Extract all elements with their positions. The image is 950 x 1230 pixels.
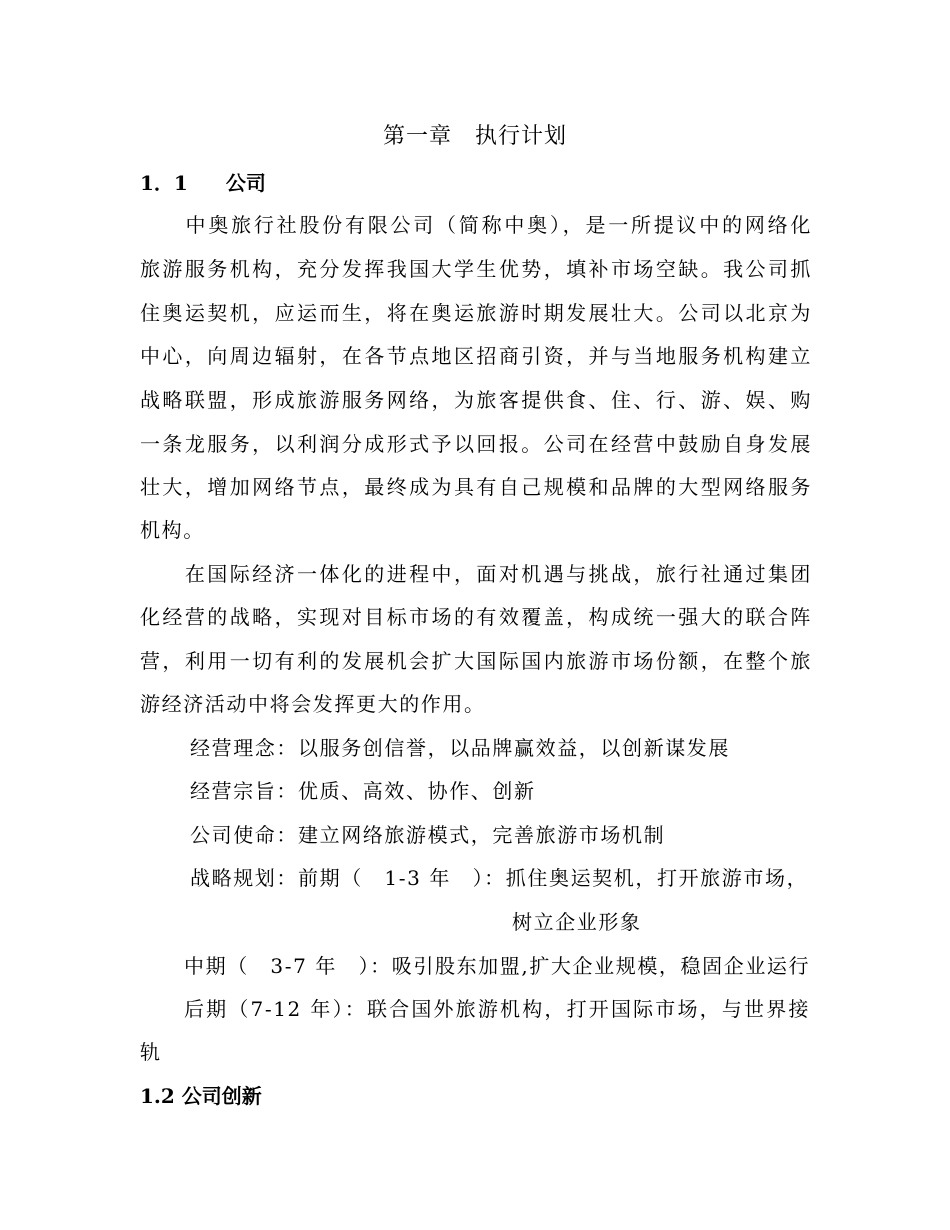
paragraph-line: 中奥旅行社股份有限公司（简称中奥），是一所提议中的网络化 bbox=[140, 213, 812, 237]
paragraph-line: 壮大，增加网络节点，最终成为具有自己规模和品牌的大型网络服务 bbox=[140, 475, 812, 499]
strategy-plan-late: 后期（7-12 年）：联合国外旅游机构，打开国际市场，与世界接 bbox=[184, 997, 810, 1021]
paragraph-line: 旅游服务机构，充分发挥我国大学生优势，填补市场空缺。我公司抓 bbox=[140, 257, 812, 281]
business-philosophy: 经营理念：以服务创信誉，以品牌赢效益，以创新谋发展 bbox=[190, 736, 730, 760]
company-mission: 公司使命：建立网络旅游模式，完善旅游市场机制 bbox=[190, 823, 666, 847]
strategy-plan-mid: 中期（ 3-7 年 ）：吸引股东加盟,扩大企业规模，稳固企业运行 bbox=[184, 954, 811, 978]
paragraph-line: 营，利用一切有利的发展机会扩大国际国内旅游市场份额，在整个旅 bbox=[140, 649, 812, 673]
paragraph-line: 机构。 bbox=[140, 518, 205, 542]
section-heading-1-2: 1.2 公司创新 bbox=[140, 1084, 262, 1108]
business-purpose: 经营宗旨：优质、高效、协作、创新 bbox=[190, 779, 536, 803]
section-number: 1．1 bbox=[140, 171, 188, 195]
strategy-plan-early-cont: 树立企业形象 bbox=[512, 910, 642, 934]
paragraph-line: 战略联盟，形成旅游服务网络，为旅客提供食、住、行、游、娱、购 bbox=[140, 388, 812, 412]
paragraph-line: 中心，向周边辐射，在各节点地区招商引资，并与当地服务机构建立 bbox=[140, 344, 812, 368]
section-label: 公司 bbox=[225, 171, 266, 195]
strategy-plan-late-cont: 轨 bbox=[140, 1040, 162, 1064]
strategy-plan-early: 战略规划：前期（ 1-3 年 ）：抓住奥运契机，打开旅游市场， bbox=[190, 866, 809, 890]
paragraph-line: 游经济活动中将会发挥更大的作用。 bbox=[140, 692, 486, 716]
paragraph-line: 一条龙服务，以利润分成形式予以回报。公司在经营中鼓励自身发展 bbox=[140, 432, 812, 456]
paragraph-line: 住奥运契机，应运而生，将在奥运旅游时期发展壮大。公司以北京为 bbox=[140, 301, 812, 325]
paragraph-line: 化经营的战略，实现对目标市场的有效覆盖，构成统一强大的联合阵 bbox=[140, 605, 812, 629]
paragraph-line: 在国际经济一体化的进程中，面对机遇与挑战，旅行社通过集团 bbox=[140, 562, 812, 586]
chapter-title: 第一章 执行计划 bbox=[382, 124, 567, 149]
section-heading-1-1 bbox=[140, 170, 266, 196]
